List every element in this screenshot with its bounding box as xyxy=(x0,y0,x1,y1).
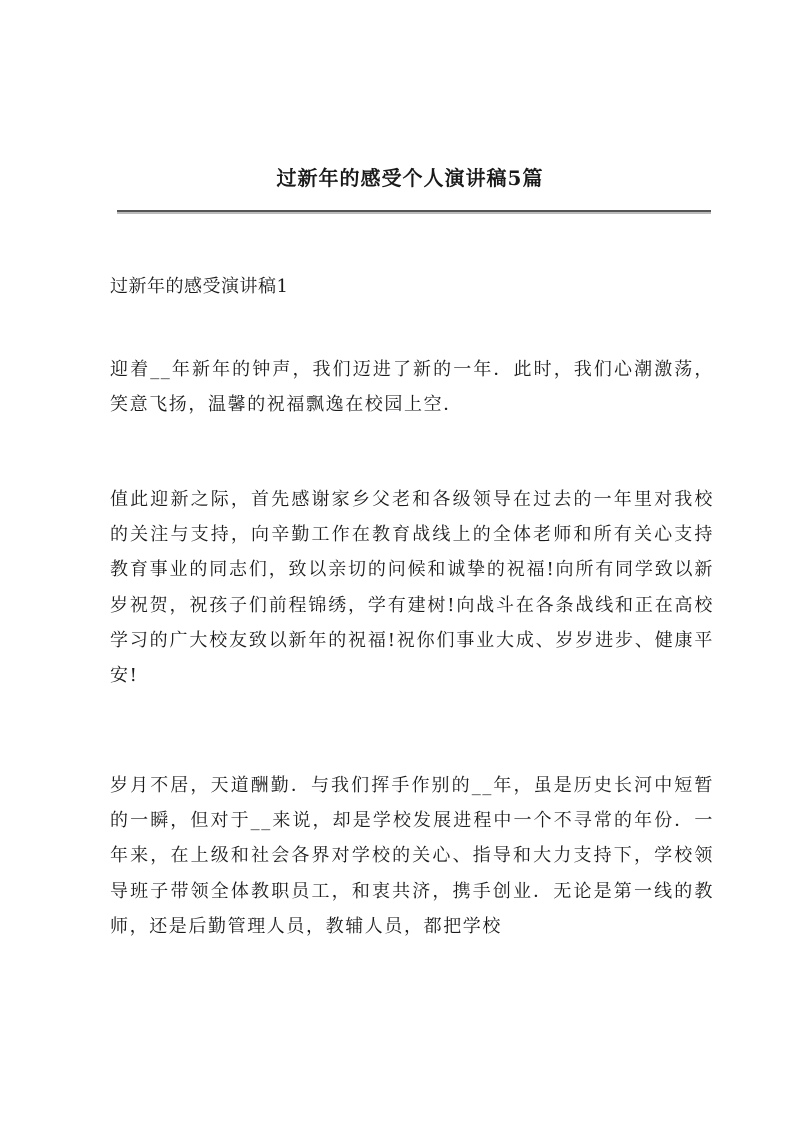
paragraph-3: 岁月不居，天道酬勤．与我们挥手作别的__年，虽是历史长河中短暂的一瞬，但对于__来说，却是学校发展进程中一个不寻常的年份．一年来，在上级和社会各界对学校的关心、指导和大力支持下，学校领导班子带领全体教职员工，和衷共济，携手创业．无论是第一线的教师，还是后勤管理人员，教辅人员，都把学校 xyxy=(110,775,714,937)
paragraph-1: 迎着__年新年的钟声，我们迈进了新的一年．此时，我们心潮激荡，笑意飞扬，温馨的祝福飘逸在校园上空． xyxy=(110,359,714,416)
paragraph-2: 值此迎新之际，首先感谢家乡父老和各级领导在过去的一年里对我校的关注与支持，向辛勤工作在教育战线上的全体老师和所有关心支持教育事业的同志们，致以亲切的问候和诚挚的祝福!向所有同学致以新岁祝贺，祝孩子们前程锦绣，学有建树!向战斗在各条战线和正在高校学习的广大校友致以新年的祝福!祝你们事业大成、岁岁进步、健康平安! xyxy=(110,489,714,687)
section-heading: 过新年的感受演讲稿1 xyxy=(110,276,289,297)
title-divider xyxy=(117,210,711,212)
document-title: 过新年的感受个人演讲稿5篇 xyxy=(276,166,544,190)
